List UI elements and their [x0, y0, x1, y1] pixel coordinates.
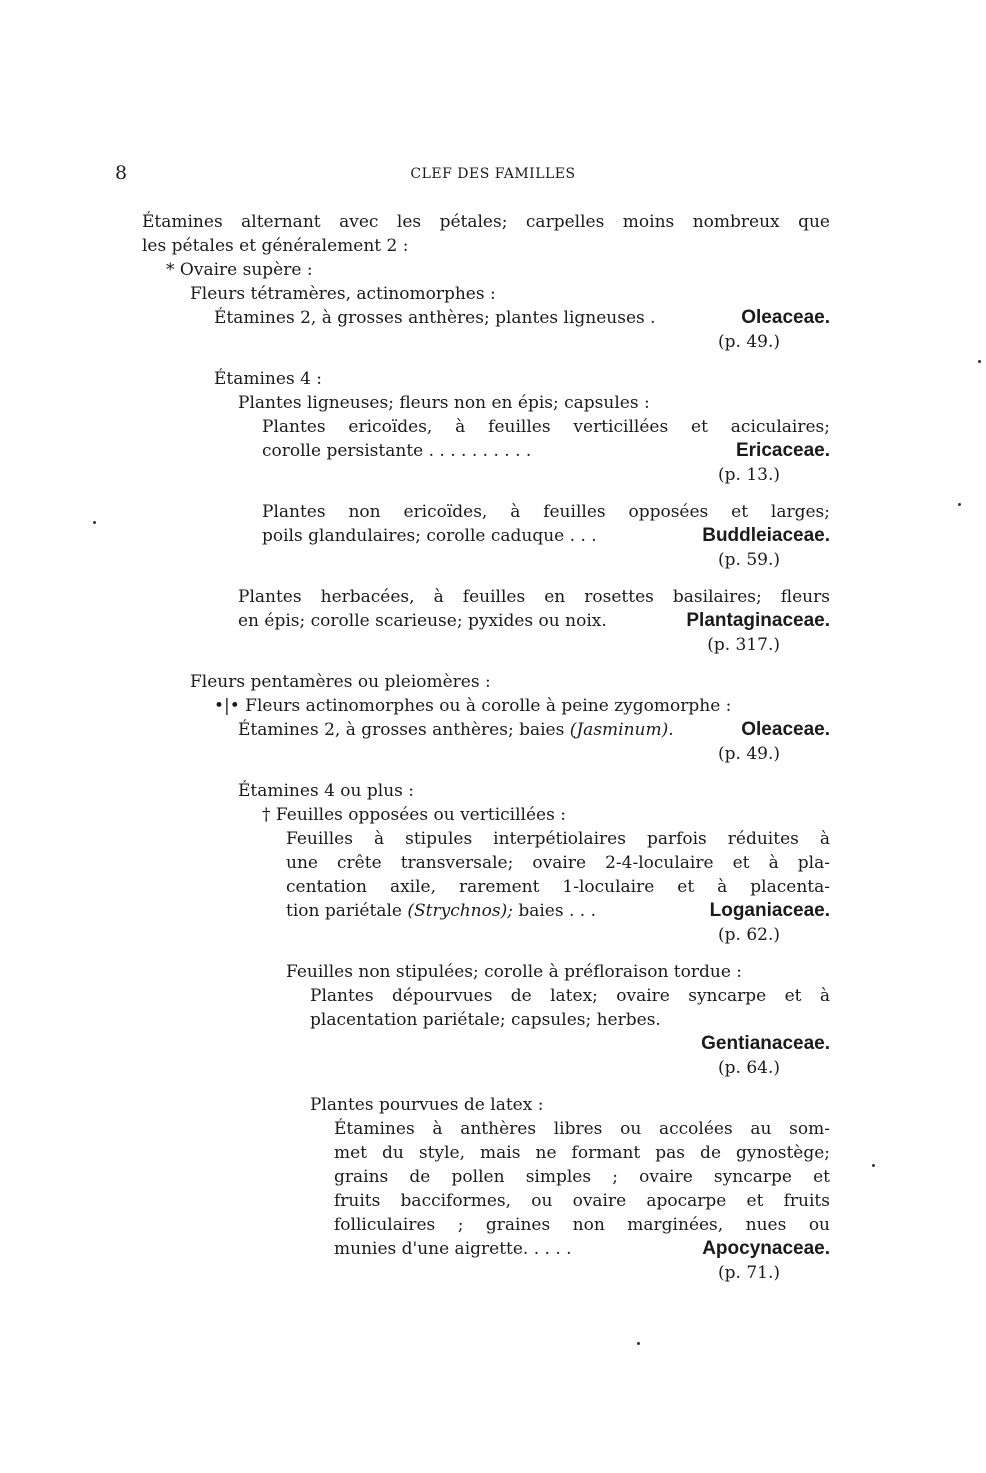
key-line: † Feuilles opposées ou verticillées :: [262, 805, 566, 825]
page-reference: [142, 742, 830, 766]
page-reference: [142, 1056, 830, 1080]
key-text: Étamines 2, à grosses anthères; baies: [238, 720, 570, 740]
scan-speck: [872, 1164, 875, 1167]
key-line: centation axile, rarement 1-loculaire et à placenta-: [286, 877, 830, 897]
key-line: Étamines alternant avec les pétales; carpelles moins nombreux que: [142, 212, 830, 232]
scan-speck: [637, 1342, 640, 1345]
genus-name: (Jasminum): [569, 720, 669, 740]
key-line: Plantes pourvues de latex :: [310, 1095, 544, 1115]
family-name: Apocynaceae.: [702, 1238, 830, 1259]
key-line: Plantes ericoïdes, à feuilles verticillées et aciculaires;: [262, 417, 830, 437]
key-line: folliculaires ; graines non marginées, nues ou: [334, 1215, 830, 1235]
key-line: [142, 899, 830, 923]
key-line: Feuilles non stipulées; corolle à préfloraison tordue :: [286, 962, 743, 982]
key-text: munies d'une aigrette. . . . .: [334, 1239, 572, 1259]
scan-speck: [958, 503, 961, 506]
page-ref-text: (p. 13.): [718, 465, 780, 485]
page-reference: [142, 548, 830, 572]
key-line: Plantes ligneuses; fleurs non en épis; capsules :: [238, 393, 650, 413]
page-ref-text: (p. 49.): [718, 332, 780, 352]
key-line: placentation pariétale; capsules; herbes.: [310, 1010, 661, 1030]
key-line: fruits bacciformes, ou ovaire apocarpe et fruits: [334, 1191, 830, 1211]
key-line: [142, 524, 830, 548]
page-ref-text: (p. 317.): [707, 635, 780, 655]
key-line: Fleurs pentamères ou pleiomères :: [190, 672, 491, 692]
page-ref-text: (p. 71.): [718, 1263, 780, 1283]
family-name: Buddleiaceae.: [702, 525, 830, 546]
page-ref-text: (p. 62.): [718, 925, 780, 945]
page-reference: [142, 633, 830, 657]
key-line: Fleurs tétramères, actinomorphes :: [190, 284, 496, 304]
page-reference: [142, 1261, 830, 1285]
key-line: Étamines à anthères libres ou accolées au som-: [334, 1119, 830, 1139]
key-line: Plantes dépourvues de latex; ovaire syncarpe et à: [310, 986, 830, 1006]
family-name: Gentianaceae.: [701, 1033, 830, 1054]
key-line: [142, 1032, 830, 1056]
scan-speck: [93, 521, 96, 524]
family-name: Ericaceae.: [735, 440, 830, 461]
family-name: Oleaceae.: [741, 719, 830, 740]
key-line: grains de pollen simples ; ovaire syncarpe et: [334, 1167, 830, 1187]
key-text: poils glandulaires; corolle caduque . . .: [262, 526, 597, 546]
key-line: une crête transversale; ovaire 2-4-loculaire et à pla-: [286, 853, 830, 873]
family-name: Loganiaceae.: [709, 900, 830, 921]
key-line: Étamines 4 ou plus :: [238, 781, 415, 801]
scan-speck: [978, 360, 981, 363]
key-line: Plantes herbacées, à feuilles en rosettes basilaires; fleurs: [238, 587, 830, 607]
key-line: [142, 609, 830, 633]
key-line: Étamines 4 :: [214, 369, 323, 389]
key-line: * Ovaire supère :: [166, 260, 313, 280]
family-name: Oleaceae.: [741, 307, 830, 328]
key-line: [142, 718, 830, 742]
key-text: en épis; corolle scarieuse; pyxides ou noix.: [238, 611, 607, 631]
key-line: •|• Fleurs actinomorphes ou à corolle à peine zygomorphe :: [214, 696, 732, 716]
key-text: baies . . .: [512, 901, 597, 921]
key-text: tion pariétale: [286, 901, 408, 921]
key-line: [142, 1237, 830, 1261]
key-line: [142, 306, 830, 330]
page-reference: [142, 463, 830, 487]
key-body: [142, 210, 830, 1285]
family-name: Plantaginaceae.: [686, 610, 830, 631]
key-line: Plantes non ericoïdes, à feuilles opposées et larges;: [262, 502, 830, 522]
key-line: Feuilles à stipules interpétiolaires parfois réduites à: [286, 829, 830, 849]
page-ref-text: (p. 59.): [718, 550, 780, 570]
key-text: corolle persistante . . . . . . . . . .: [262, 441, 532, 461]
page-reference: [142, 330, 830, 354]
key-line: met du style, mais ne formant pas de gynostège;: [334, 1143, 830, 1163]
key-text: .: [668, 720, 674, 740]
key-line: les pétales et généralement 2 :: [142, 236, 409, 256]
genus-name: (Strychnos);: [407, 901, 513, 921]
key-line: [142, 439, 830, 463]
page-number: 8: [115, 162, 128, 184]
page-reference: [142, 923, 830, 947]
key-text: Étamines 2, à grosses anthères; plantes ligneuses .: [214, 308, 656, 328]
page-ref-text: (p. 64.): [718, 1058, 780, 1078]
running-head: CLEF DES FAMILLES: [410, 166, 576, 182]
page-ref-text: (p. 49.): [718, 744, 780, 764]
